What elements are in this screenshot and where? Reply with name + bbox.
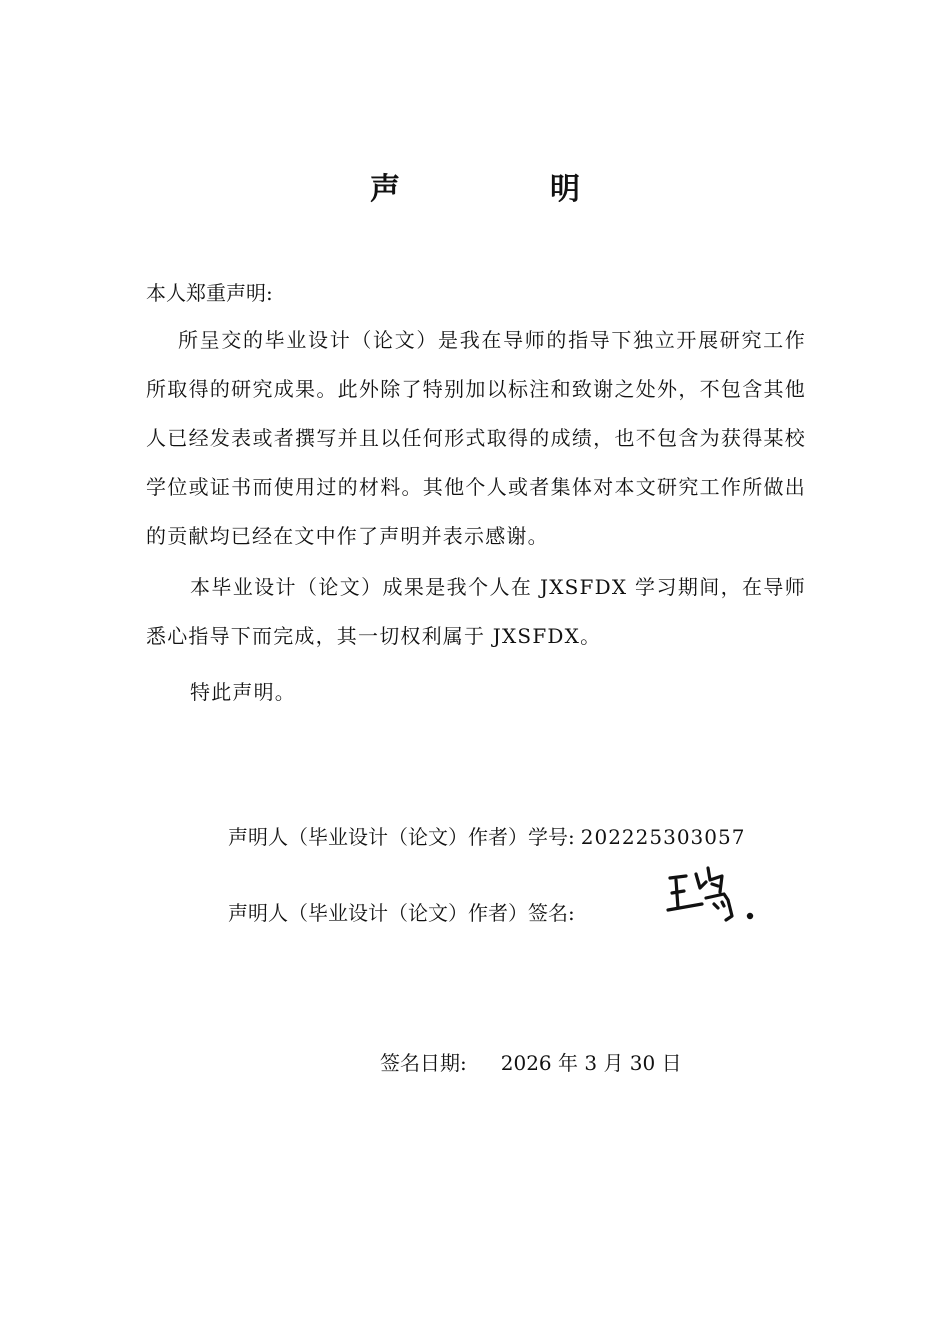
- paragraph-rights: 本毕业设计（论文）成果是我个人在 JXSFDX 学习期间，在导师悉心指导下而完成，其一切权利属于 JXSFDX。: [146, 575, 806, 648]
- signature-label: 声明人（毕业设计（论文）作者）签名:: [228, 901, 575, 925]
- student-id-row: [228, 822, 745, 852]
- paragraph-originality: 所呈交的毕业设计（论文）是我在导师的指导下独立开展研究工作所取得的研究成果。此外除了特别加以标注和致谢之处外，不包含其他人已经发表或者撰写并且以任何形式取得的成绩，也不包含为获得某校学位或证书而使用过的材料。其他个人或者集体对本文研究工作所做出的贡献均已经在文中作了声明并表示感谢。: [146, 328, 806, 548]
- intro-line: 本人郑重声明:: [146, 281, 273, 305]
- page-title: 声 明: [370, 172, 640, 207]
- date-value: 2026 年 3 月 30 日: [500, 1051, 682, 1075]
- date-row: [380, 1048, 682, 1078]
- student-id-label: 声明人（毕业设计（论文）作者）学号:: [228, 825, 575, 849]
- handwritten-signature: [662, 858, 762, 928]
- paragraph-closing: 特此声明。: [190, 680, 296, 704]
- student-id-value: 202225303057: [580, 825, 746, 849]
- signature-row: [228, 898, 575, 928]
- date-label: 签名日期:: [380, 1051, 467, 1075]
